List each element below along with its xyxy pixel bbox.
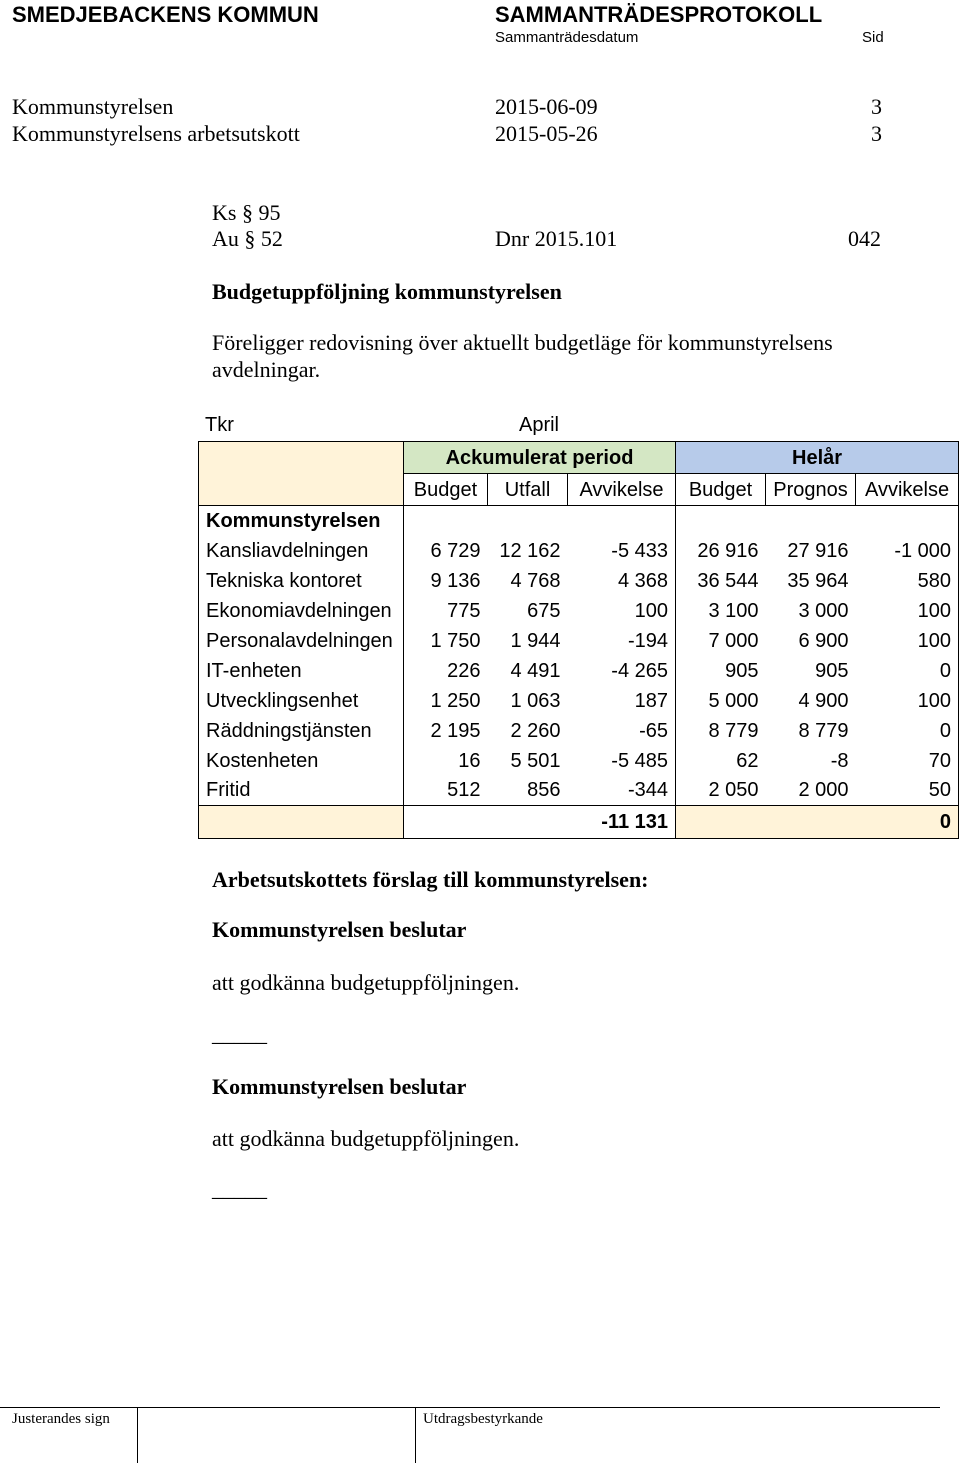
row-label: Räddningstjänsten <box>199 716 404 746</box>
empty-cell <box>568 506 676 536</box>
year-forecast-value: 27 916 <box>787 539 849 562</box>
table-row <box>199 716 959 746</box>
table-row <box>199 656 959 686</box>
case-title: Budgetuppföljning kommunstyrelsen <box>212 279 562 304</box>
year-budget-value: 2 050 <box>708 779 759 802</box>
meeting-body-2: Kommunstyrelsens arbetsutskott <box>12 121 300 146</box>
period-outcome-value: 1 063 <box>510 689 561 712</box>
table-row <box>199 626 959 656</box>
year-deviation-value: 0 <box>856 656 959 686</box>
col-header-period-outcome: Utfall <box>488 474 568 506</box>
table-unit: Tkr <box>205 414 234 436</box>
year-deviation-value: 0 <box>856 716 959 746</box>
meeting-date-label: Sammanträdesdatum <box>495 29 639 46</box>
totals-label-cell <box>199 806 404 839</box>
proposal-decision-text: att godkänna budgetuppföljningen. <box>212 970 520 995</box>
year-budget-value: 26 916 <box>697 539 759 562</box>
period-deviation-value: -5 433 <box>568 536 676 566</box>
period-outcome-value: 675 <box>527 599 561 622</box>
year-forecast-value: 2 000 <box>798 779 849 802</box>
period-budget-value: 16 <box>458 749 481 772</box>
empty-cell <box>766 506 856 536</box>
period-outcome-value: 1 944 <box>510 629 561 652</box>
col-header-year-forecast: Prognos <box>766 474 856 506</box>
year-budget-value: 36 544 <box>697 569 759 592</box>
period-budget-value: 226 <box>447 659 481 682</box>
period-budget-value: 9 136 <box>430 569 481 592</box>
period-outcome-value: 5 501 <box>510 749 561 772</box>
row-label: Ekonomiavdelningen <box>199 596 404 626</box>
period-deviation-value: 187 <box>568 686 676 716</box>
proposal-decision-heading: Kommunstyrelsen beslutar <box>212 917 467 942</box>
extract-label: Utdragsbestyrkande <box>423 1411 543 1427</box>
year-deviation-value: 70 <box>856 746 959 776</box>
empty-cell <box>676 506 766 536</box>
table-row <box>199 746 959 776</box>
proposal-heading: Arbetsutskottets förslag till kommunstyrelsen: <box>212 867 649 892</box>
empty-cell <box>488 506 568 536</box>
row-label: Fritid <box>199 776 404 806</box>
period-budget-value: 2 195 <box>430 719 481 742</box>
table-row <box>199 776 959 806</box>
year-budget-value: 3 100 <box>708 599 759 622</box>
year-forecast-value: -8 <box>830 749 849 772</box>
section-label: Kommunstyrelsen <box>199 506 404 536</box>
col-header-period-budget: Budget <box>404 474 488 506</box>
table-row <box>199 566 959 596</box>
section-row <box>199 506 959 536</box>
row-label: Utvecklingsenhet <box>199 686 404 716</box>
year-deviation-value: 580 <box>856 566 959 596</box>
footer-divider-2 <box>415 1407 416 1463</box>
header-corner-cell <box>199 442 404 506</box>
period-deviation-value: 100 <box>568 596 676 626</box>
proposal-separator: _____ <box>212 1021 267 1046</box>
totals-row <box>199 806 959 839</box>
year-deviation-value: -1 000 <box>856 536 959 566</box>
period-outcome-value: 2 260 <box>510 719 561 742</box>
year-deviation-value: 100 <box>856 596 959 626</box>
diary-number: Dnr 2015.101 <box>495 226 618 251</box>
footer-top-rule <box>0 1407 940 1408</box>
total-period-deviation: -11 131 <box>404 806 676 839</box>
footer-divider-1 <box>137 1407 138 1463</box>
table-row <box>199 686 959 716</box>
year-forecast-value: 8 779 <box>798 719 849 742</box>
year-forecast-value: 3 000 <box>798 599 849 622</box>
year-budget-value: 5 000 <box>708 689 759 712</box>
year-deviation-value: 50 <box>856 776 959 806</box>
document-type: SAMMANTRÄDESPROTOKOLL <box>495 2 823 27</box>
meeting-date-1: 2015-06-09 <box>495 94 598 119</box>
row-label: Kansliavdelningen <box>199 536 404 566</box>
au-paragraph: Au § 52 <box>212 226 283 251</box>
meeting-body-1: Kommunstyrelsen <box>12 94 174 119</box>
total-year-deviation: 0 <box>676 806 959 839</box>
period-budget-value: 1 250 <box>430 689 481 712</box>
row-label: Personalavdelningen <box>199 626 404 656</box>
decision-text: att godkänna budgetuppföljningen. <box>212 1126 520 1151</box>
period-outcome-value: 4 491 <box>510 659 561 682</box>
period-deviation-value: -65 <box>568 716 676 746</box>
year-budget-value: 905 <box>725 659 759 682</box>
intro-line-1: Föreligger redovisning över aktuellt budgetläge för kommunstyrelsens <box>212 330 833 355</box>
group-header-row <box>199 442 959 474</box>
period-budget-value: 512 <box>447 779 481 802</box>
period-deviation-value: -194 <box>568 626 676 656</box>
table-row <box>199 596 959 626</box>
period-deviation-value: 4 368 <box>568 566 676 596</box>
year-budget-value: 7 000 <box>708 629 759 652</box>
table-row <box>199 536 959 566</box>
period-budget-value: 6 729 <box>430 539 481 562</box>
period-budget-value: 1 750 <box>430 629 481 652</box>
year-group-header: Helår <box>676 442 959 474</box>
period-outcome-value: 12 162 <box>499 539 561 562</box>
page-number-2: 3 <box>871 121 882 146</box>
case-code: 042 <box>848 226 881 251</box>
period-deviation-value: -4 265 <box>568 656 676 686</box>
period-group-header: Ackumulerat period <box>404 442 676 474</box>
year-forecast-value: 6 900 <box>798 629 849 652</box>
col-header-period-deviation: Avvikelse <box>568 474 676 506</box>
period-deviation-value: -344 <box>568 776 676 806</box>
decision-heading: Kommunstyrelsen beslutar <box>212 1074 467 1099</box>
year-budget-value: 8 779 <box>708 719 759 742</box>
page-label: Sid <box>862 29 884 46</box>
period-outcome-value: 4 768 <box>510 569 561 592</box>
year-forecast-value: 905 <box>815 659 849 682</box>
row-label: IT-enheten <box>199 656 404 686</box>
page-number-1: 3 <box>871 94 882 119</box>
year-deviation-value: 100 <box>856 626 959 656</box>
ks-paragraph: Ks § 95 <box>212 200 281 225</box>
municipality-name: SMEDJEBACKENS KOMMUN <box>12 2 319 27</box>
signature-label: Justerandes sign <box>12 1411 110 1427</box>
year-deviation-value: 100 <box>856 686 959 716</box>
intro-line-2: avdelningar. <box>212 357 321 382</box>
year-forecast-value: 35 964 <box>787 569 849 592</box>
decision-separator: _____ <box>212 1176 267 1201</box>
period-deviation-value: -5 485 <box>568 746 676 776</box>
year-forecast-value: 4 900 <box>798 689 849 712</box>
row-label: Tekniska kontoret <box>199 566 404 596</box>
empty-cell <box>856 506 959 536</box>
table-month: April <box>518 414 559 436</box>
col-header-year-deviation: Avvikelse <box>856 474 959 506</box>
period-outcome-value: 856 <box>527 779 561 802</box>
meeting-date-2: 2015-05-26 <box>495 121 598 146</box>
year-budget-value: 62 <box>736 749 759 772</box>
empty-cell <box>404 506 488 536</box>
row-label: Kostenheten <box>199 746 404 776</box>
col-header-year-budget: Budget <box>676 474 766 506</box>
period-budget-value: 775 <box>447 599 481 622</box>
budget-table <box>198 441 959 839</box>
